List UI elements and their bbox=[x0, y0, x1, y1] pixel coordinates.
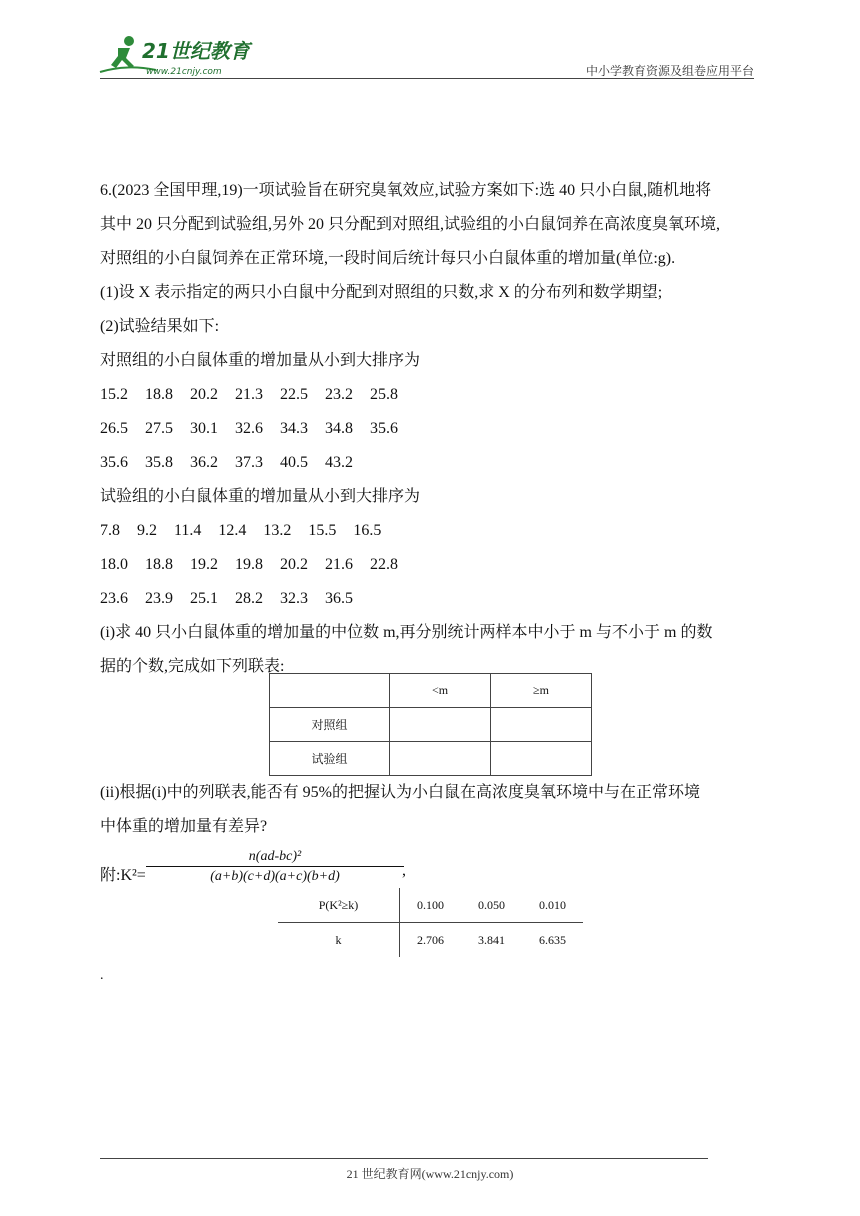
formula-denominator: (a+b)(c+d)(a+c)(b+d) bbox=[210, 869, 340, 884]
data-value: 21.3 bbox=[235, 386, 263, 403]
table-row bbox=[270, 708, 592, 742]
data-value: 20.2 bbox=[190, 386, 218, 403]
site-logo bbox=[96, 34, 261, 78]
part-2-intro: (2)试验结果如下: bbox=[100, 318, 220, 335]
data-value: 9.2 bbox=[137, 522, 157, 539]
data-value: 37.3 bbox=[235, 454, 263, 471]
data-value: 16.5 bbox=[353, 522, 382, 539]
data-value: 25.8 bbox=[370, 386, 398, 403]
test-data-row bbox=[100, 582, 770, 616]
data-value: 11.4 bbox=[174, 522, 202, 539]
test-group-label: 试验组的小白鼠体重的增加量从小到大排序为 bbox=[100, 488, 421, 505]
data-value: 35.6 bbox=[370, 420, 398, 437]
data-value: 13.2 bbox=[263, 522, 292, 539]
table-cell: 0.050 bbox=[461, 888, 522, 923]
data-value: 26.5 bbox=[100, 420, 128, 437]
table-header-geq-m: ≥m bbox=[491, 674, 592, 708]
formula-numerator: n(ad-bc)² bbox=[248, 849, 302, 864]
data-value: 36.5 bbox=[325, 590, 353, 607]
data-value: 23.2 bbox=[325, 386, 353, 403]
problem-body bbox=[100, 174, 770, 684]
data-value: 35.8 bbox=[145, 454, 173, 471]
part-ii-question: 中体重的增加量有差异? bbox=[100, 818, 268, 835]
data-value: 18.8 bbox=[145, 556, 173, 573]
data-value: 18.0 bbox=[100, 556, 128, 573]
data-value: 21.6 bbox=[325, 556, 353, 573]
data-value: 32.6 bbox=[235, 420, 263, 437]
part-i-question: (i)求 40 只小白鼠体重的增加量的中位数 m,再分别统计两样本中小于 m 与不小于 m 的数 bbox=[100, 624, 713, 641]
data-value: 18.8 bbox=[145, 386, 173, 403]
table-row bbox=[278, 923, 583, 958]
header-divider bbox=[100, 78, 754, 79]
part-ii-block bbox=[100, 776, 770, 844]
data-value: 7.8 bbox=[100, 522, 120, 539]
table-row bbox=[278, 888, 583, 923]
table-cell: 6.635 bbox=[539, 932, 566, 947]
data-value: 25.1 bbox=[190, 590, 218, 607]
header-platform-text: 中小学教育资源及组卷应用平台 bbox=[585, 64, 754, 78]
critical-value-table bbox=[278, 888, 583, 957]
data-value: 19.8 bbox=[235, 556, 263, 573]
table-cell: 2.706 bbox=[417, 932, 444, 947]
fraction-bar bbox=[146, 866, 404, 867]
control-group-label: 对照组的小白鼠体重的增加量从小到大排序为 bbox=[100, 352, 421, 369]
data-value: 23.6 bbox=[100, 590, 128, 607]
row-label-test: 试验组 bbox=[270, 742, 390, 776]
row-label-probability: P(K²≥k) bbox=[278, 888, 400, 923]
data-value: 43.2 bbox=[325, 454, 353, 471]
data-value: 15.2 bbox=[100, 386, 128, 403]
row-label-control: 对照组 bbox=[270, 708, 390, 742]
data-value: 12.4 bbox=[218, 522, 247, 539]
test-data-row bbox=[100, 548, 770, 582]
logo-title: 21世纪教育 bbox=[142, 39, 250, 63]
contingency-table bbox=[269, 673, 592, 776]
part-ii-question: (ii)根据(i)中的列联表,能否有 95%的把握认为小白鼠在高浓度臭氧环境中与在正常环境 bbox=[100, 784, 700, 801]
control-data-row bbox=[100, 412, 770, 446]
data-value: 36.2 bbox=[190, 454, 218, 471]
data-value: 22.8 bbox=[370, 556, 398, 573]
part-1-question: (1)设 X 表示指定的两只小白鼠中分配到对照组的只数,求 X 的分布列和数学期望; bbox=[100, 284, 663, 301]
control-data-row bbox=[100, 378, 770, 412]
table-cell bbox=[390, 742, 491, 776]
table-row bbox=[270, 742, 592, 776]
row-label-k: k bbox=[278, 923, 400, 958]
data-value: 40.5 bbox=[280, 454, 308, 471]
problem-line: 其中 20 只分配到试验组,另外 20 只分配到对照组,试验组的小白鼠饲养在高浓度臭氧环境, bbox=[100, 216, 721, 233]
footer-divider bbox=[100, 1158, 708, 1159]
data-value: 23.9 bbox=[145, 590, 173, 607]
table-header-less-m: <m bbox=[390, 674, 491, 708]
table-cell bbox=[390, 708, 491, 742]
table-cell bbox=[270, 674, 390, 708]
part-i-question: 据的个数,完成如下列联表: bbox=[100, 658, 285, 675]
formula-tail: , bbox=[402, 862, 406, 879]
formula-lead: 附:K²= bbox=[100, 867, 146, 884]
table-cell bbox=[491, 742, 592, 776]
data-value: 35.6 bbox=[100, 454, 128, 471]
footer-text: 21 世纪教育网(www.21cnjy.com) bbox=[346, 1167, 514, 1181]
data-value: 30.1 bbox=[190, 420, 218, 437]
table-cell: 0.100 bbox=[400, 888, 462, 923]
data-value: 34.8 bbox=[325, 420, 353, 437]
formula-fraction bbox=[146, 848, 404, 885]
data-value: 22.5 bbox=[280, 386, 308, 403]
data-value: 19.2 bbox=[190, 556, 218, 573]
test-data-row bbox=[100, 514, 770, 548]
data-value: 27.5 bbox=[145, 420, 173, 437]
problem-line: 对照组的小白鼠饲养在正常环境,一段时间后统计每只小白鼠体重的增加量(单位:g). bbox=[100, 250, 676, 267]
logo-url: www.21cnjy.com bbox=[146, 67, 222, 77]
data-value: 32.3 bbox=[280, 590, 308, 607]
data-value: 34.3 bbox=[280, 420, 308, 437]
problem-line: 6.(2023 全国甲理,19)一项试验旨在研究臭氧效应,试验方案如下:选 40 只小白鼠,随机地将 bbox=[100, 182, 712, 199]
end-mark: . bbox=[100, 968, 104, 983]
data-value: 15.5 bbox=[308, 522, 337, 539]
data-value: 20.2 bbox=[280, 556, 308, 573]
table-header-row bbox=[270, 674, 592, 708]
data-value: 28.2 bbox=[235, 590, 263, 607]
control-data-row bbox=[100, 446, 770, 480]
table-cell: 0.010 bbox=[522, 888, 583, 923]
table-cell: 3.841 bbox=[478, 932, 505, 947]
table-cell bbox=[491, 708, 592, 742]
